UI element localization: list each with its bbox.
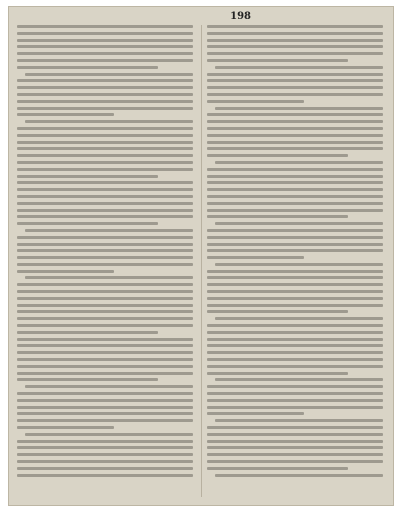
text-line <box>207 236 383 239</box>
text-line <box>17 141 193 144</box>
text-line <box>215 474 383 477</box>
text-line <box>17 32 193 35</box>
text-column-right <box>207 25 383 497</box>
text-line <box>17 161 193 164</box>
text-line <box>17 372 193 375</box>
text-line <box>17 147 193 150</box>
text-line <box>17 107 193 110</box>
text-line <box>25 229 193 232</box>
text-line <box>215 107 383 110</box>
text-line <box>207 324 383 327</box>
text-line <box>17 331 158 334</box>
text-line <box>215 66 383 69</box>
text-line <box>207 331 383 334</box>
text-line <box>17 324 193 327</box>
text-line <box>17 175 158 178</box>
text-line <box>17 399 193 402</box>
text-line <box>207 25 383 28</box>
text-line <box>17 215 193 218</box>
text-line <box>207 168 383 171</box>
text-line <box>17 236 193 239</box>
text-line <box>17 66 158 69</box>
text-line <box>17 283 193 286</box>
text-line <box>207 52 383 55</box>
text-line <box>17 440 193 443</box>
text-line <box>17 222 158 225</box>
text-line <box>207 73 383 76</box>
text-line <box>207 32 383 35</box>
text-line <box>17 338 193 341</box>
text-line <box>17 134 193 137</box>
text-line <box>17 270 114 273</box>
text-line <box>207 399 383 402</box>
text-line <box>17 460 193 463</box>
text-line <box>25 120 193 123</box>
text-column-left <box>17 25 193 497</box>
text-line <box>207 358 383 361</box>
text-line <box>207 141 383 144</box>
text-line <box>17 209 193 212</box>
text-line <box>207 385 383 388</box>
text-line <box>207 229 383 232</box>
text-line <box>207 304 383 307</box>
text-line <box>17 426 114 429</box>
text-line <box>25 73 193 76</box>
column-divider <box>201 25 202 497</box>
text-line <box>17 351 193 354</box>
text-line <box>17 304 193 307</box>
text-line <box>17 113 114 116</box>
text-line <box>17 86 193 89</box>
text-line <box>17 127 193 130</box>
text-line <box>215 317 383 320</box>
text-line <box>207 372 348 375</box>
text-line <box>207 297 383 300</box>
text-line <box>207 113 383 116</box>
text-line <box>207 175 383 178</box>
text-line <box>17 446 193 449</box>
text-line <box>207 290 383 293</box>
text-line <box>207 310 348 313</box>
text-line <box>207 79 383 82</box>
text-line <box>207 426 383 429</box>
text-line <box>17 256 193 259</box>
text-line <box>207 147 383 150</box>
text-line <box>25 276 193 279</box>
text-line <box>207 412 304 415</box>
text-line <box>207 392 383 395</box>
text-line <box>17 188 193 191</box>
text-line <box>17 412 193 415</box>
text-line <box>25 433 193 436</box>
text-line <box>17 59 193 62</box>
text-line <box>215 161 383 164</box>
text-line <box>17 243 193 246</box>
scanned-page <box>8 6 394 506</box>
text-line <box>17 39 193 42</box>
text-line <box>207 440 383 443</box>
text-line <box>17 45 193 48</box>
text-line <box>207 181 383 184</box>
text-line <box>17 467 193 470</box>
text-line <box>207 188 383 191</box>
text-line <box>17 290 193 293</box>
text-line <box>17 195 193 198</box>
text-line <box>17 344 193 347</box>
text-line <box>215 263 383 266</box>
text-line <box>207 460 383 463</box>
text-line <box>207 467 348 470</box>
text-line <box>207 134 383 137</box>
text-line <box>17 249 193 252</box>
text-line <box>207 59 348 62</box>
text-line <box>17 100 193 103</box>
text-line <box>17 317 193 320</box>
text-line <box>17 52 193 55</box>
text-line <box>25 385 193 388</box>
text-line <box>207 283 383 286</box>
text-line <box>207 45 383 48</box>
text-line <box>17 474 193 477</box>
text-line <box>207 351 383 354</box>
text-line <box>207 209 383 212</box>
text-line <box>207 202 383 205</box>
text-line <box>207 338 383 341</box>
text-line <box>17 79 193 82</box>
text-line <box>207 406 383 409</box>
text-line <box>207 249 383 252</box>
text-line <box>17 406 193 409</box>
text-line <box>17 263 193 266</box>
text-line <box>17 419 193 422</box>
text-line <box>17 365 193 368</box>
text-line <box>17 25 193 28</box>
text-line <box>207 100 304 103</box>
text-line <box>207 120 383 123</box>
text-line <box>207 215 348 218</box>
text-line <box>17 181 193 184</box>
text-line <box>17 297 193 300</box>
text-line <box>207 154 348 157</box>
text-line <box>207 446 383 449</box>
text-line <box>207 195 383 198</box>
text-line <box>215 378 383 381</box>
text-line <box>207 39 383 42</box>
text-line <box>215 419 383 422</box>
text-line <box>17 310 193 313</box>
text-line <box>17 392 193 395</box>
text-line <box>17 202 193 205</box>
text-line <box>207 127 383 130</box>
text-line <box>207 433 383 436</box>
text-line <box>207 453 383 456</box>
text-line <box>17 168 193 171</box>
text-line <box>17 358 193 361</box>
text-line <box>207 243 383 246</box>
text-line <box>17 154 193 157</box>
text-line <box>207 270 383 273</box>
page-number: 198 <box>230 11 251 22</box>
text-line <box>17 378 158 381</box>
text-line <box>207 86 383 89</box>
text-line <box>17 93 193 96</box>
text-line <box>207 344 383 347</box>
text-line <box>207 276 383 279</box>
text-line <box>207 256 304 259</box>
text-line <box>207 93 383 96</box>
text-line <box>207 365 383 368</box>
text-line <box>17 453 193 456</box>
text-line <box>215 222 383 225</box>
